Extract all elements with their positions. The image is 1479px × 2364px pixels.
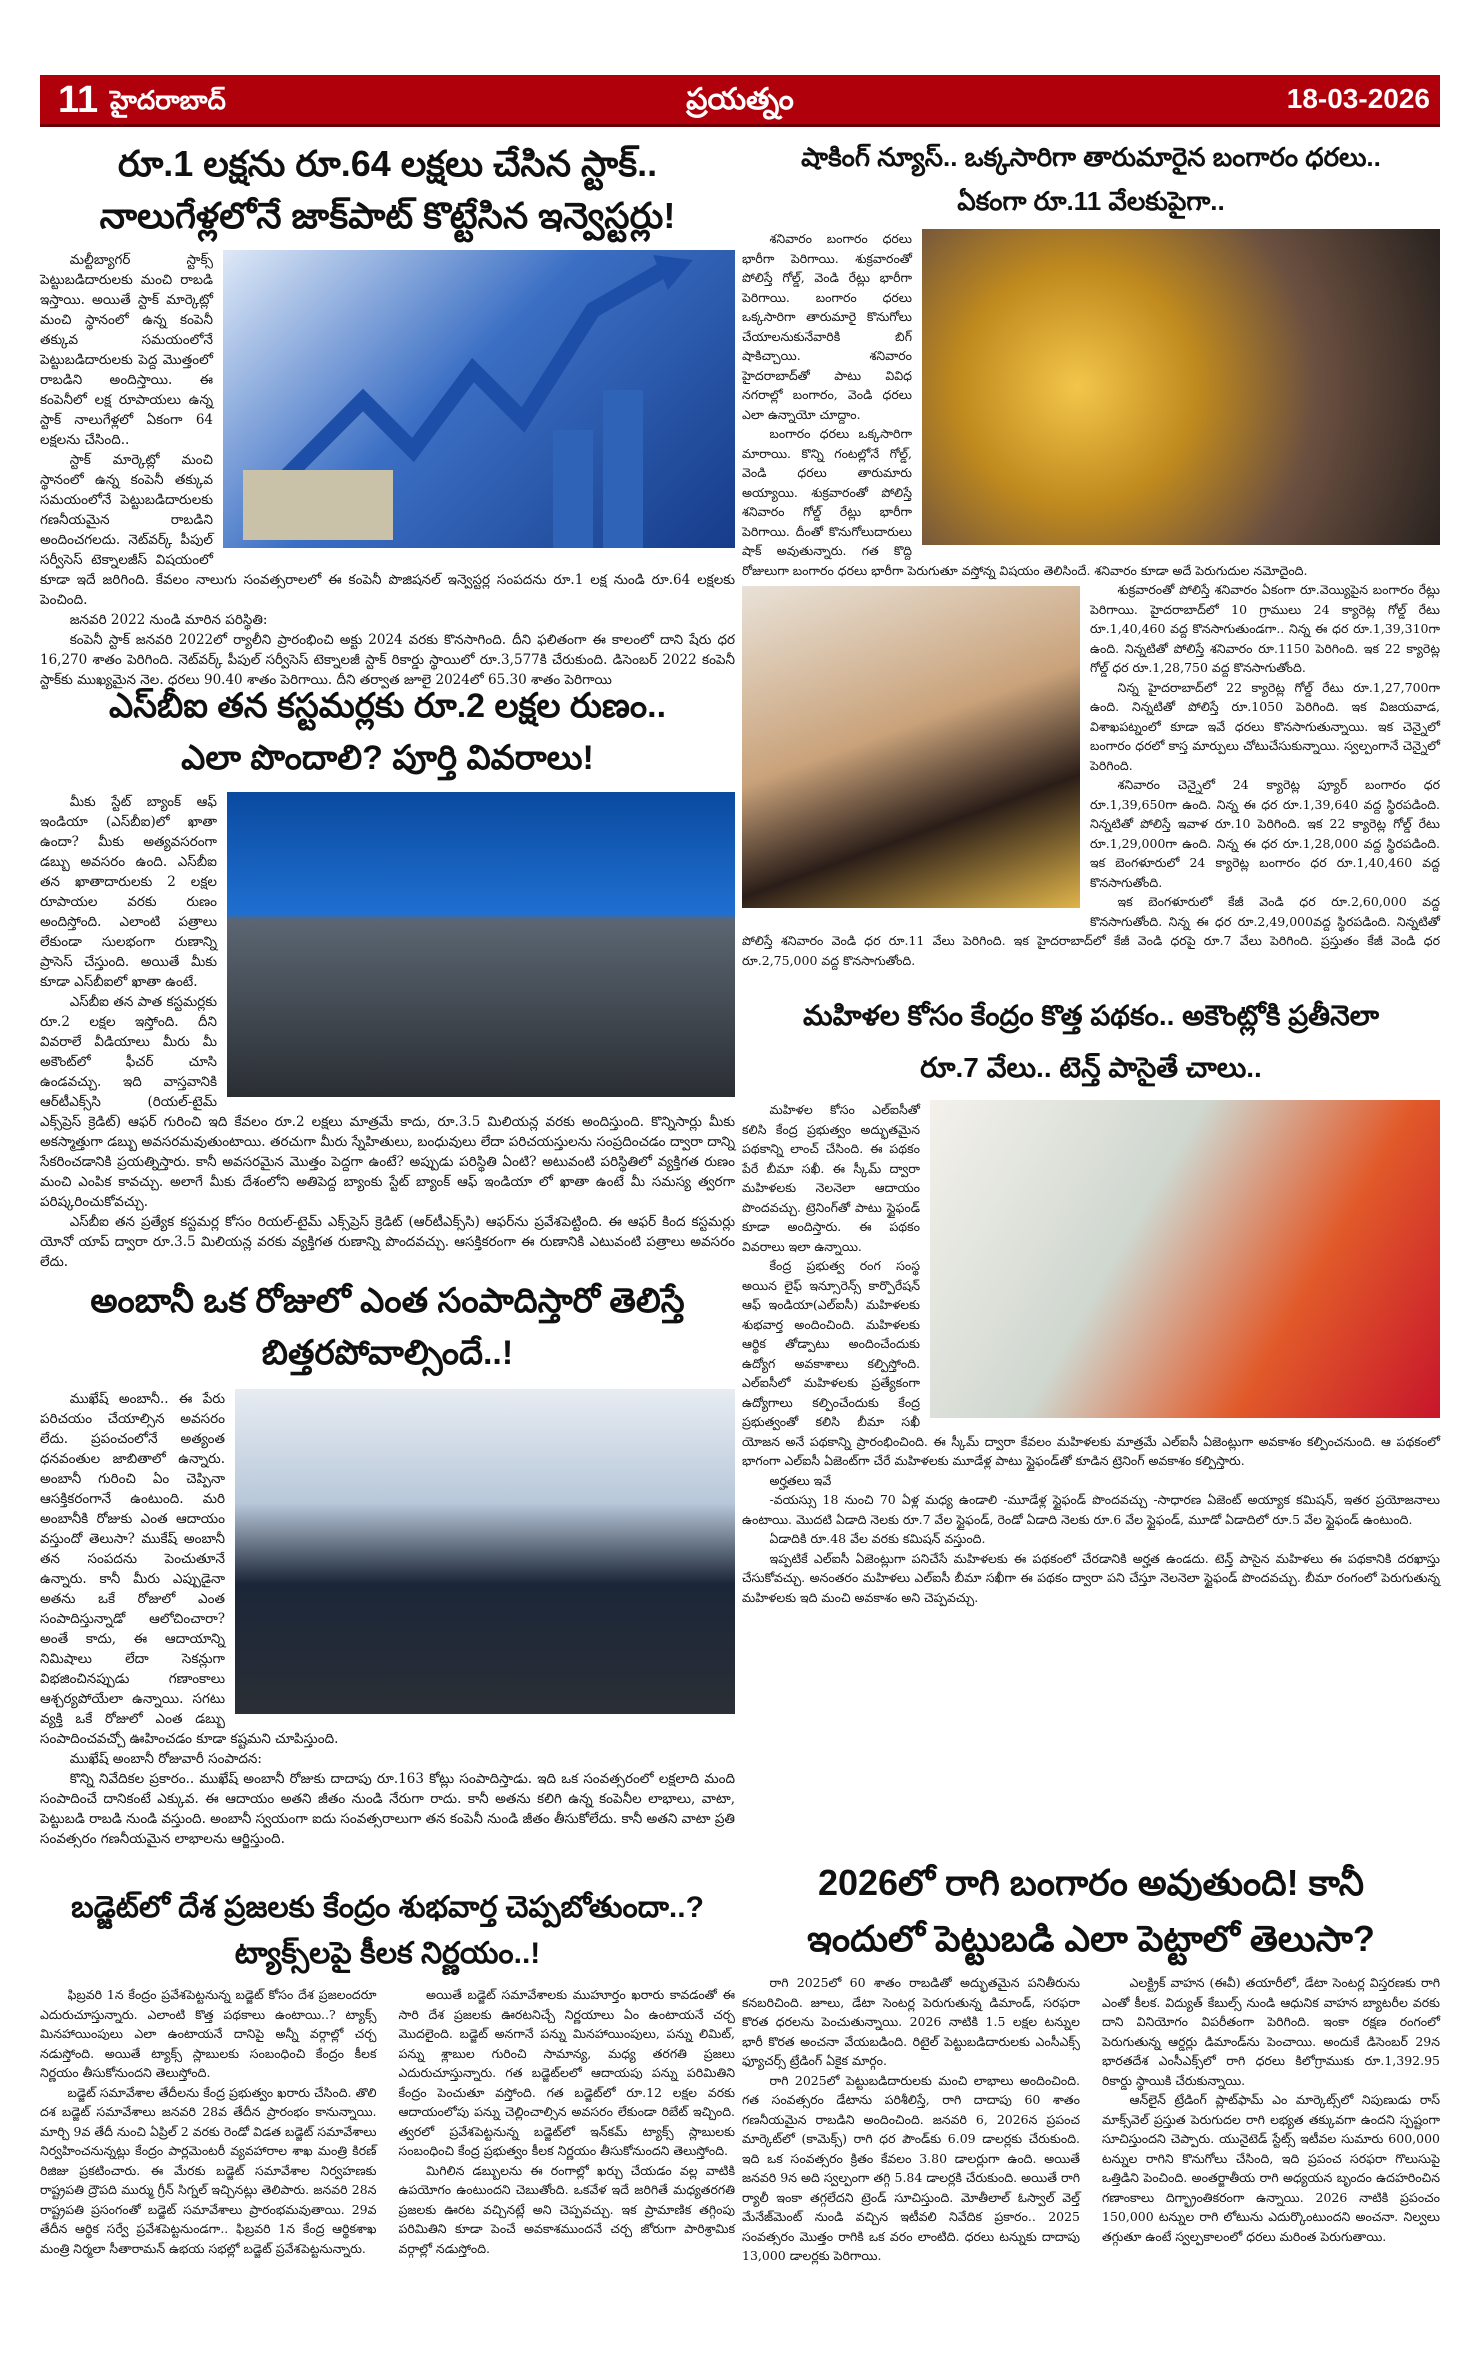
article-ambani xyxy=(40,1275,735,1864)
paragraph: కొన్ని నివేదికల ప్రకారం.. ముఖేష్ అంబానీ రోజుకు దాదాపు రూ.163 కోట్లు సంపాదిస్తాడు. ఇది ఒక సంవత్సరంలో లక్షలాది మంది సంపాదించే దానికంటే ఎక్కువ. ఈ ఆదాయం అతని జీతం నుండి నేరుగా రాదు. కానీ అతను కలిగి ఉన్న కంపెనీల లాభాలు, వాటా, పెట్టుబడి రాబడి నుండి వస్తుంది. అంబానీ స్వయంగా ఐదు సంవత్సరాలుగా తన కంపెనీ నుండి జీతం తీసుకోలేదు. కానీ అతని వాటా ప్రతి సంవత్సరం గణనీయమైన లాభాలను ఆర్జిస్తుంది. xyxy=(40,1771,735,1847)
article-bima-sakhi xyxy=(742,990,1440,1840)
headline[interactable] xyxy=(40,1275,735,1379)
headline[interactable] xyxy=(40,1885,735,1977)
headline-line: రూ.1 లక్షను రూ.64 లక్షలు చేసిన స్టాక్.. xyxy=(117,143,658,184)
headline-line: అంబానీ ఒక రోజులో ఎంత సంపాదిస్తారో తెలిస్తే xyxy=(90,1282,685,1320)
paragraph: మిగిలిన డబ్బులను ఈ రంగాల్లో ఖర్చు చేయడం వల్ల వాటికి ఉపయోగం ఉంటుందని చెబుతోంది. ఒకవేళ ఇదే జరిగితే మధ్యతరగతి ప్రజలకు ఊరట వచ్చినట్లే అని చెప్పవచ్చు. ఇక ప్రామాణిక తగ్గింపు పరిమితిని కూడా పెంచే అవకాశముందనే చర్చ జోరుగా పారిశ్రామిక వర్గాల్లో నడుస్తోంది. xyxy=(398,2162,735,2256)
paragraph: శనివారం బంగారం ధరలు భారీగా పెరిగాయి. శుక్రవారంతో పోలిస్తే గోల్డ్, వెండి రేట్లు భారీగా పెరిగాయి. బంగారం ధరలు ఒక్కసారిగా తారుమారై కొనుగోలు చేయాలనుకునేవారికి బిగ్ షాకిచ్చాయి. శనివారం హైదరాబాద్‌తో పాటు వివిధ నగరాల్లో బంగారం, వెండి ధరలు ఎలా ఉన్నాయో చూద్దాం. xyxy=(742,231,912,422)
paragraph: -వయస్సు 18 నుంచి 70 ఏళ్ల మధ్య ఉండాలి -మూడేళ్ల స్టైఫండ్ పొందవచ్చు -సాధారణ ఏజెంట్ అయ్యాక కమిషన్, ఇతర ప్రయోజనాలు ఉంటాయి. మొదటి ఏడాది నెలకు రూ.7 వేల స్టైఫండ్, రెండో ఏడాది నెలకు రూ.6 వేల స్టైఫండ్, మూడో ఏడాదిలో రూ.5 వేల స్టైఫండ్ ఉంటుంది. xyxy=(742,1492,1440,1527)
article-copper-2026 xyxy=(742,1855,1440,2278)
headline-line: 2026లో రాగి బంగారం అవుతుంది! కానీ xyxy=(817,1862,1365,1903)
headline-line: రూ.7 వేలు.. టెన్త్ పాసైతే చాలు.. xyxy=(920,1052,1262,1083)
subheading: ముఖేష్ అంబానీ రోజువారీ సంపాదన: xyxy=(69,1751,262,1767)
stock-market-chart-photo xyxy=(223,250,735,548)
headline-line: షాకింగ్ న్యూస్.. ఒక్కసారిగా తారుమారైన బంగారం ధరలు.. xyxy=(801,142,1381,172)
paragraph: బంగారం ధరలు ఒక్కసారిగా మారాయి. కొన్ని గంటల్లోనే గోల్డ్, వెండి ధరలు తారుమారు అయ్యాయి. శుక్రవారంతో పోలిస్తే శనివారం గోల్డ్ రేట్లు భారీగా పెరిగాయి. దీంతో కొనుగోలుదారులు షాక్ అవుతున్నారు. గత కొద్ది రోజులుగా బంగారం ధరలు భారీగా పెరుగుతూ వస్తోన్న విషయం తెలిసిందే. శనివారం కూడా అదే పెరుగుదుల నమోదైంది. xyxy=(742,426,1308,578)
paragraph: రాగి 2025లో 60 శాతం రాబడితో అద్భుతమైన పనితీరును కనబరిచింది. జూలు, డేటా సెంటర్ల పెరుగుతున్న డిమాండ్, సరఫరా కొరత ధరలను పెంచుతున్నాయి. 2026 నాటికి 1.5 లక్షల టన్నుల భారీ కొరత అంచనా వేయబడింది. రిటైల్ పెట్టుబడిదారులకు ఎంసీఎక్స్ ఫ్యూచర్స్ ట్రేడింగ్ ఏకైక మార్గం. xyxy=(742,1975,1080,2068)
article-stock xyxy=(40,138,735,688)
gold-jewellery-photo xyxy=(922,229,1440,545)
paragraph: ఆన్‌లైన్ ట్రేడింగ్ ప్లాట్‌ఫామ్ ఎం మార్కెట్స్‌లో నిపుణుడు రాస్ మాక్స్‌వెల్ ప్రస్తుత పెరుగుదల రాగి లభ్యత తక్కువగా ఉందని స్పష్టంగా సూచిస్తుందని చెప్పారు. యునైటెడ్ స్టేట్స్ ఇటీవల సుమారు 600,000 టన్నుల రాగిని కొనుగోలు చేసింది, ఇది ప్రపంచ సరఫరా గొలుసుపై ఒత్తిడిని పెంచింది. అంతర్జాతీయ రాగి అధ్యయన బృందం ఉదహరించిన గణాంకాలు దిగ్భ్రాంతికరంగా ఉన్నాయి. 2026 నాటికి ప్రపంచం 150,000 టన్నుల రాగి లోటును ఎదుర్కొంటుందని అంచనా. నిల్వలు తగ్గుతూ ఉంటే స్వల్పకాలంలో ధరలు మరింత పెరుగుతాయి. xyxy=(1102,2092,1440,2244)
woman-with-currency-notes-photo xyxy=(930,1100,1440,1418)
headline-line: ఎస్‌బీఐ తన కస్టమర్లకు రూ.2 లక్షల రుణం.. xyxy=(108,687,667,725)
paragraph: ఎలక్ట్రిక్ వాహన (ఈవీ) తయారీలో, డేటా సెంటర్ల విస్తరణకు రాగి ఎంతో కీలక. విద్యుత్ కేబుల్స్ నుండి ఆధునిక వాహన బ్యాటరీల వరకు దాని వినియోగం విపరీతంగా పెరిగింది. ఇంకా రక్షణ రంగంలో పెరుగుతున్న ఆర్డర్లు డిమాండ్‌ను పెంచాయి. అందుకే డిసెంబర్ 29న భారతదేశ ఎంసీఎక్స్‌లో రాగి ధరలు కిలోగ్రాముకు రూ.1,392.95 రికార్డు స్థాయికి చేరుకున్నాయి. xyxy=(1102,1975,1440,2088)
headline[interactable] xyxy=(742,990,1440,1094)
headline[interactable] xyxy=(742,135,1440,223)
article-gold-prices xyxy=(742,135,1440,967)
headline[interactable] xyxy=(40,138,735,242)
sbi-branch-photo xyxy=(227,792,735,1097)
article-sbi-loan xyxy=(40,680,735,1270)
paragraph: మల్టీబ్యాగర్ స్టాక్స్ పెట్టుబడిదారులకు మంచి రాబడి ఇస్తాయి. అయితే స్టాక్ మార్కెట్లో మంచి స్థానంలో ఉన్న కంపెనీ తక్కువ సమయంలోనే పెట్టుబడిదారులకు పెద్ద మొత్తంలో రాబడిని అందిస్తాయి. ఈ కంపెనీలో లక్ష రూపాయలు ఉన్న స్టాక్ నాలుగేళ్లలో ఏకంగా 64 లక్షలను చేసింది.. xyxy=(40,252,213,448)
paragraph: ఎస్‌బీఐ తన పాత కస్టమర్లకు రూ.2 లక్షల ఇస్తోంది. దీని వివరాలే వీడియాలు మీరు మీ అకౌంట్‌లో ఫీచర్ చూసి ఉండవచ్చు. ఇది వాస్తవానికి ఆర్‌టీఎక్స్‌సి (రియల్-టైమ్ ఎక్స్‌ప్రెస్ క్రెడిట్) ఆఫర్ గురించి ఇది కేవలం రూ.2 లక్షలు మాత్రమే కాదు, రూ.3.5 మిలియన్ల వరకు అందిస్తుంది. కొన్నిసార్లు మీకు అకస్మాత్తుగా డబ్బు అవసరమవుతుంటాయి. తరచుగా మీరు స్నేహితులు, బంధువులు లేదా పరిచయస్తులను సంప్రదించడం ద్వారా దాన్ని సేకరించడానికి ప్రయత్నిస్తారు. కానీ అవసరమైన మొత్తం పెద్దగా ఉంటే? అప్పుడు పరిస్థితి ఏంటి? అటువంటి పరిస్థితిలో వ్యక్తిగత రుణం మంచి ఎంపిక కావచ్చు. అలాగే మీకు దేశంలోని అతిపెద్ద బ్యాంకు స్టేట్ బ్యాంక్ ఆఫ్ ఇండియా లో ఖాతా ఉంటే మీ సమస్య త్వరగా పరిష్కరించుకోవచ్చు. xyxy=(40,994,735,1210)
edition-date: 18-03-2026 xyxy=(1286,83,1430,114)
page-number: 11 xyxy=(58,79,99,121)
edition-city: హైదరాబాద్ xyxy=(110,85,226,115)
paragraph: మహిళల కోసం ఎల్‌ఐసీతో కలిసి కేంద్ర ప్రభుత్వం అద్భుతమైన పథకాన్ని లాంచ్ చేసింది. ఈ పథకం పేరే బీమా సఖీ. ఈ స్కీమ్ ద్వారా మహిళలకు నెలనెలా ఆదాయం పొందవచ్చు. ట్రెనింగ్‌తో పాటు స్టైఫండ్ కూడా అందిస్తారు. ఈ పథకం వివరాలు ఇలా ఉన్నాయి. xyxy=(742,1102,920,1254)
paragraph: బడ్జెట్ సమావేశాల తేదీలను కేంద్ర ప్రభుత్వం ఖరారు చేసింది. తొలి దశ బడ్జెట్ సమావేశాలు జనవరి 28వ తేదీన ప్రారంభం కానున్నాయి. మార్చి 9వ తేదీ నుంచి ఏప్రిల్ 2 వరకు రెండో విడత బడ్జెట్ సమావేశాలు నిర్వహించనున్నట్లు కేంద్రం పార్లమెంటరీ వ్యవహారాల శాఖ మంత్రి కిరణ్ రిజిజు ప్రకటించారు. ఈ మేరకు బడ్జెట్ సమావేశాల నిర్వహణకు రాష్ట్రపతి ద్రౌపది ముర్ము గ్రీన్ సిగ్నల్ ఇచ్చినట్లు తెలిపారు. జనవరి 28న రాష్ట్రపతి ప్రసంగంతో బడ్జెట్ సమావేశాలు ప్రారంభమవుతాయి. 29వ తేదీన ఆర్థిక సర్వే ప్రవేశపెట్టనుండగా.. ఫిబ్రవరి 1న కేంద్ర ఆర్థికశాఖ మంత్రి నిర్మలా సీతారామన్ ఉభయ సభల్లో బడ్జెట్ ప్రవేశపెట్టనున్నారు. xyxy=(40,2084,377,2256)
headline-line: ఇందులో పెట్టుబడి ఎలా పెట్టాలో తెలుసా? xyxy=(807,1918,1375,1959)
paragraph: శుక్రవారంతో పోలిస్తే శనివారం ఏకంగా రూ.వెయ్యిపైన బంగారం రేట్లు పెరిగాయి. హైదరాబాద్‌లో 10 గ్రాములు 24 క్యారెట్ల గోల్డ్ రేటు రూ.1,40,460 వద్ద కొనసాగుతుండగా.. నిన్న ఈ ధర రూ.1,39,310గా ఉంది. నిన్నటితో పోలిస్తే శనివారం రూ.1150 పెరిగింది. ఇక 22 క్యారెట్ల గోల్డ్ ధర రూ.1,28,750 వద్ద కొనసాగుతోంది. xyxy=(1090,582,1440,675)
paragraph: ఇక బెంగళూరులో కేజీ వెండి ధర రూ.2,60,000 వద్ద కొనసాగుతోంది. నిన్న ఈ ధర రూ.2,49,000వద్ద స్థిరపడింది. నిన్నటితో పోలిస్తే శనివారం వెండి ధర రూ.11 వేలు పెరిగింది. ఇక హైదరాబాద్‌లో కేజీ వెండి ధరపై రూ.7 వేలు పెరిగింది. ప్రస్తుతం కేజీ వెండి ధర రూ.2,75,000 వద్ద కొనసాగుతోంది. xyxy=(742,894,1440,968)
headline-line: బడ్జెట్‌లో దేశ ప్రజలకు కేంద్రం శుభవార్త చెప్పబోతుందా..? xyxy=(71,1891,704,1924)
mukesh-ambani-photo xyxy=(235,1389,735,1714)
paragraph: రాగి 2025లో పెట్టుబడిదారులకు మంచి లాభాలు అందించింది. గత సంవత్సరం డేటాను పరిశీలిస్తే, రాగి దాదాపు 60 శాతం గణనీయమైన రాబడిని అందించింది. జనవరి 6, 2026న ప్రపంచ మార్కెట్‌లో (కామెక్స్) రాగి ధర పౌండ్‌కు 6.09 డాలర్లకు చేరుకుంది. ఇది ఒక సంవత్సరం క్రితం కేవలం 3.80 డాలర్లుగా ఉంది. అయితే జనవరి 9న అది స్వల్పంగా తగ్గి 5.84 డాలర్లకి చేరుకుంది. అయితే రాగి ర్యాలీ ఇంకా తగ్గలేదని ట్రెండ్ సూచిస్తుంది. మోతీలాల్ ఓస్వాల్ వెల్త్ మేనేజ్‌మెంట్ నుండి వచ్చిన ఇటీవలి నివేదిక ప్రకారం.. 2025 సంవత్సరం మొత్తం రాగికి ఒక వరం లాంటిది. ధరలు టన్నుకు దాదాపు 13,000 డాలర్లకు పెరిగాయి. xyxy=(742,2072,1080,2263)
headline-line: ఏకంగా రూ.11 వేలకుపైగా.. xyxy=(957,186,1225,216)
newspaper-name: ప్రయత్నం xyxy=(686,83,794,116)
paragraph: ఎస్‌బీఐ తన ప్రత్యేక కస్టమర్ల కోసం రియల్-టైమ్ ఎక్స్‌ప్రెస్ క్రెడిట్ (ఆర్‌టీఎక్స్‌సి) ఆఫర్‌ను ప్రవేశపెట్టింది. ఈ ఆఫర్ కింద కస్టమర్లు యోనో యాప్ ద్వారా రూ.3.5 మిలియన్ల వరకు వ్యక్తిగత రుణాన్ని పొందవచ్చు. ఆసక్తికరంగా ఈ రుణానికి ఎటువంటి పత్రాలు అవసరం లేదు. xyxy=(40,1214,735,1270)
paragraph: ముఖేష్ అంబానీ.. ఈ పేరు పరిచయం చేయాల్సిన అవసరం లేదు. ప్రపంచంలోనే అత్యంత ధనవంతుల జాబితాలో ఉన్నారు. అంబానీ గురించి ఏం చెప్పినా ఆసక్తికరంగానే ఉంటుంది. మరి అంబానీకి రోజుకు ఎంత ఆదాయం వస్తుందో తెలుసా? ముకేష్ అంబానీ తన సంపదను పెంచుతూనే ఉన్నారు. కానీ మీరు ఎప్పుడైనా అతను ఒకే రోజులో ఎంత సంపాదిస్తున్నాడో ఆలోచించారా? అంతే కాదు, ఈ ఆదాయాన్ని నిమిషాలు లేదా సెకన్లుగా విభజించినప్పుడు గణాంకాలు ఆశ్చర్యపోయేలా ఉన్నాయి. సగటు వ్యక్తి ఒకే రోజులో ఎంత డబ్బు సంపాదించవచ్చో ఊహించడం కూడా కష్టమని చూపిస్తుంది. xyxy=(40,1391,339,1747)
subheading: అర్హతలు ఇవే xyxy=(769,1472,832,1488)
paragraph: మీకు స్టేట్ బ్యాంక్ ఆఫ్ ఇండియా (ఎస్‌బీఐ)లో ఖాతా ఉందా? మీకు అత్యవసరంగా డబ్బు అవసరం ఉంది. ఎస్‌బీఐ తన ఖాతాదారులకు 2 లక్షల రూపాయల వరకు రుణం అందిస్తోంది. ఎలాంటి పత్రాలు లేకుండా సులభంగా రుణాన్ని ప్రాసెస్ చేస్తుంది. అయితే మీకు కూడా ఎస్‌బీఐలో ఖాతా ఉంటే. xyxy=(40,794,217,990)
headline[interactable] xyxy=(742,1855,1440,1967)
headline-line: నాలుగేళ్లలోనే జాక్‌పాట్ కొట్టేసిన ఇన్వెస్టర్లు! xyxy=(99,195,676,236)
paragraph: కేంద్ర ప్రభుత్వ రంగ సంస్థ అయిన లైఫ్ ఇన్సూరెన్స్ కార్పొరేషన్ ఆఫ్ ఇండియా(ఎల్ఐసీ) మహిళలకు శుభవార్త అందించింది. మహిళలకు ఆర్థిక తోడ్పాటు అందించేందుకు ఉద్యోగ అవకాశాలు కల్పిస్తోంది. ఎల్‌ఐసీలో మహిళలకు ప్రత్యేకంగా ఉద్యోగాలు కల్పించేందుకు కేంద్ర ప్రభుత్వంతో కలిసి బీమా సఖీ యోజన అనే పథకాన్ని ప్రారంభించింది. ఈ స్కీమ్ ద్వారా కేవలం మహిళలకు మాత్రమే ఎల్‌ఐసీ ఏజెంట్లుగా అవకాశం కల్పించనుంది. ఆ పథకంలో భాగంగా ఎల్‌ఐసీ ఏజెంట్‌గా చేరే మహిళలకు మూడేళ్ల పాటు స్టైఫండ్‌తో కూడిన ట్రెనింగ్ అవకాశం కల్పిస్తారు. xyxy=(742,1258,1440,1468)
article-budget xyxy=(40,1885,735,2285)
headline-line: మహిళల కోసం కేంద్రం కొత్త పథకం.. అకౌంట్లోకి ప్రతీనెలా xyxy=(802,1000,1380,1031)
headline[interactable] xyxy=(40,680,735,784)
paragraph: కంపెనీ స్టాక్ జనవరి 2022లో ర్యాలీని ప్రారంభించి అక్టు 2024 వరకు కొనసాగింది. దీని ఫలితంగా ఈ కాలంలో దాని షేరు ధర 16,270 శాతం పెరిగింది. నెట్‌వర్క్ పీపుల్ సర్వీసెస్ టెక్నాలజీ స్టాక్ రికార్డు స్థాయిలో రూ.3,577కి చేరుకుంది. డిసెంబర్ 2022 కంపెనీ స్టాక్‌కు ముఖ్యమైన నెల. ధరలు 90.40 శాతం పెరిగాయి. దీని తర్వాత జూలై 2024లో 65.30 శాతం పెరిగాయి xyxy=(40,632,735,688)
paragraph: ఫిబ్రవరి 1న కేంద్రం ప్రవేశపెట్టనున్న బడ్జెట్ కోసం దేశ ప్రజలందరూ ఎదురుచూస్తున్నారు. ఎలాంటి కొత్త పథకాలు ఉంటాయి..? ట్యాక్స్ మినహాయింపులు ఎలా ఉంటాయనే దానిపై అన్నీ వర్గాల్లో చర్చ నడుస్తోంది. అయితే ట్యాక్స్ స్లాబులకు సంబంధించి కేంద్రం కీలక నిర్ణయం తీసుకోనుందని తెలుస్తోంది. xyxy=(40,1987,377,2080)
headline-line: బిత్తరపోవాల్సిందే..! xyxy=(261,1334,514,1372)
woman-with-gold-bangles-photo xyxy=(742,586,1080,908)
masthead-bar xyxy=(40,75,1440,127)
paragraph: నిన్న హైదరాబాద్‌లో 22 క్యారెట్ల గోల్డ్ రేటు రూ.1,27,700గా ఉంది. నిన్నటితో పోలిస్తే రూ.1050 పెరిగింది. ఇక విజయవాడ, విశాఖపట్నంలో కూడా ఇవే ధరలు కొనసాగుతున్నాయి. ఇక చెన్నైలో బంగారం ధరలో కాస్త మార్పులు చోటుచేసుకున్నాయి. స్వల్పంగానే చెన్నైలో పెరిగింది. xyxy=(1090,679,1440,773)
paragraph: అయితే బడ్జెట్ సమావేశాలకు ముహూర్తం ఖరారు కావడంతో ఈ సారి దేశ ప్రజలకు ఊరటనిచ్చే నిర్ణయాలు ఏం ఉంటాయనే చర్చ మొదలైంది. బడ్జెట్ అనగానే పన్ను మినహాయింపులు, పన్ను లిమిట్, పన్ను శ్లాబుల గురించి సామాన్య, మధ్య తరగతి ప్రజలు ఎదురుచూస్తున్నారు. గత బడ్జెట్‌లలో ఆదాయపు పన్ను పరిమితిని కేంద్రం పెంచుతూ వస్తోంది. గత బడ్జెట్‌లో రూ.12 లక్షల వరకు ఆదాయంలోపు పన్ను చెల్లించాల్సిన అవసరం లేకుండా రిబేట్ ఇచ్చింది. త్వరలో ప్రవేశపెట్టనున్న బడ్జెట్‌లో ఇన్‌కమ్ ట్యాక్స్ స్లాబులకు సంబంధించి కేంద్ర ప్రభుత్వం కీలక నిర్ణయం తీసుకోనుందని తెలుస్తోంది. xyxy=(398,1987,735,2158)
headline-line: ట్యాక్స్‌లపై కీలక నిర్ణయం..! xyxy=(234,1937,541,1970)
paragraph: ఇప్పటికే ఎల్‌ఐసీ ఏజెంట్లుగా పనిచేసే మహిళలకు ఈ పథకంలో చేరడానికి అర్హత ఉండదు. టెన్త్ పాసైన మహిళలు ఈ పథకానికి దరఖాస్తు చేసుకోవచ్చు. అనంతరం మహిళలు ఎల్‌ఐసీ బీమా సఖీగా ఈ పథకం ద్వారా పని చేస్తూ నెలనెలా స్టైఫండ్ పొందవచ్చు. బీమా రంగంలో పెరుగుతున్న మహిళలకు ఇది మంచి అవకాశం అని చెప్పవచ్చు. xyxy=(742,1550,1440,1605)
subheading: జనవరి 2022 నుండి మారిన పరిస్థితి: xyxy=(69,612,268,628)
headline-line: ఎలా పొందాలి? పూర్తి వివరాలు! xyxy=(181,739,594,777)
paragraph: శనివారం చెన్నైలో 24 క్యారెట్ల ప్యూర్ బంగారం ధర రూ.1,39,650గా ఉంది. నిన్న ఈ ధర రూ.1,39,640 వద్ద స్థిరపడింది. నిన్నటితో పోలిస్తే ఇవాళ రూ.10 పెరిగింది. ఇక 22 క్యారెట్ల గోల్డ్ రేటు రూ.1,29,000గా ఉంది. నిన్న ఈ ధర రూ.1,28,000 వద్ద స్థిరపడింది. ఇక బెంగళూరులో 24 క్యారెట్ల బంగారం ధర రూ.1,40,460 వద్ద కొనసాగుతోంది. xyxy=(1090,777,1440,890)
paragraph: ఏడాదికి రూ.48 వేల వరకు కమిషన్ వస్తుంది. xyxy=(769,1531,986,1546)
paragraph: స్టాక్ మార్కెట్లో మంచి స్థానంలో ఉన్న కంపెనీ తక్కువ సమయంలోనే పెట్టుబడిదారులకు గణనీయమైన రాబడిని అందించగలదు. నెట్‌వర్క్ పీపుల్ సర్వీసెస్ టెక్నాలజీస్ విషయంలో కూడా ఇదే జరిగింది. కేవలం నాలుగు సంవత్సరాలలో ఈ కంపెనీ పొజిషనల్ ఇన్వెస్టర్ల సంపదను రూ.1 లక్ష నుండి రూ.64 లక్షలకు పెంచింది. xyxy=(40,452,735,608)
